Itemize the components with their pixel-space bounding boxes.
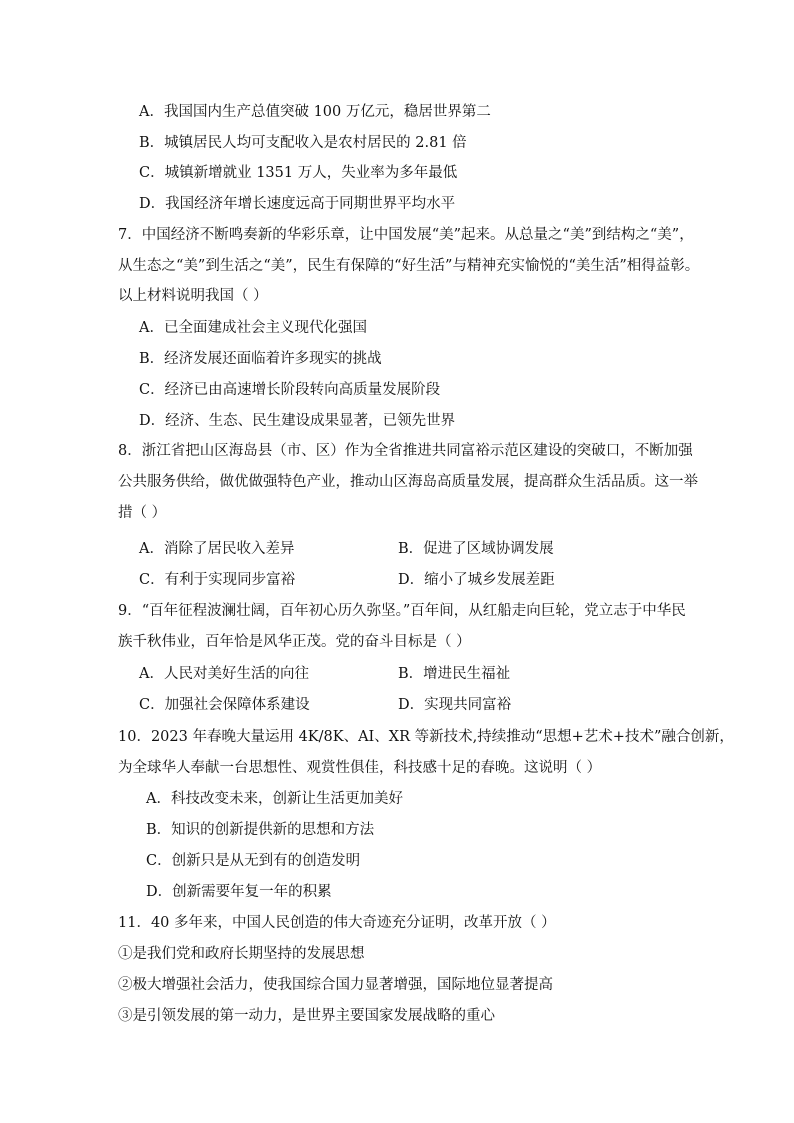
q10-stem-line-1: 10．2023 年春晚大量运用 4K/8K、AI、XR 等新技术,持续推动“思想+艺术+技术”融合创新， bbox=[118, 729, 734, 745]
q10-stem-line-2: 为全球华人奉献一台思想性、观赏性俱佳，科技感十足的春晚。这说明（ ） bbox=[118, 760, 602, 776]
q11-item-1: ①是我们党和政府长期坚持的发展思想 bbox=[118, 946, 365, 962]
q7-option-a: A．已全面建成社会主义现代化强国 bbox=[139, 320, 367, 336]
q8-option-b: B．促进了区域协调发展 bbox=[398, 541, 554, 557]
q8-stem-line-3: 措（ ） bbox=[118, 505, 167, 521]
q9-option-d: D．实现共同富裕 bbox=[398, 697, 512, 713]
q10-option-d: D．创新需要年复一年的积累 bbox=[146, 884, 332, 900]
q7-stem-line-3: 以上材料说明我国（ ） bbox=[118, 288, 268, 304]
q11-stem-line-1: 11．40 多年来，中国人民创造的伟大奇迹充分证明，改革开放（ ） bbox=[118, 915, 556, 931]
q6-option-d: D．我国经济年增长速度远高于同期世界平均水平 bbox=[139, 196, 456, 212]
q6-option-b: B．城镇居民人均可支配收入是农村居民的 2.81 倍 bbox=[139, 135, 467, 151]
q10-option-b: B．知识的创新提供新的思想和方法 bbox=[146, 822, 375, 838]
q9-option-a: A．人民对美好生活的向往 bbox=[139, 666, 309, 682]
q11-item-3: ③是引领发展的第一动力，是世界主要国家发展战略的重心 bbox=[118, 1008, 495, 1024]
q9-option-b: B．增进民生福祉 bbox=[398, 666, 511, 682]
q6-option-c: C．城镇新增就业 1351 万人，失业率为多年最低 bbox=[139, 165, 458, 181]
q8-stem-line-2: 公共服务供给，做优做强特色产业，推动山区海岛高质量发展，提高群众生活品质。这一举 bbox=[118, 474, 698, 490]
q8-option-a: A．消除了居民收入差异 bbox=[139, 541, 295, 557]
q8-option-c: C．有利于实现同步富裕 bbox=[139, 572, 296, 588]
q7-option-b: B．经济发展还面临着许多现实的挑战 bbox=[139, 351, 382, 367]
q11-item-2: ②极大增强社会活力，使我国综合国力显著增强，国际地位显著提高 bbox=[118, 977, 553, 993]
q7-stem-line-1: 7．中国经济不断鸣奏新的华彩乐章，让中国发展“美”起来。从总量之“美”到结构之“美”， bbox=[118, 227, 694, 243]
q7-option-d: D．经济、生态、民生建设成果显著，已领先世界 bbox=[139, 413, 456, 429]
q9-option-c: C．加强社会保障体系建设 bbox=[139, 697, 310, 713]
q8-option-d: D．缩小了城乡发展差距 bbox=[398, 572, 555, 588]
q10-option-a: A．科技改变未来，创新让生活更加美好 bbox=[146, 791, 403, 807]
q7-option-c: C．经济已由高速增长阶段转向高质量发展阶段 bbox=[139, 382, 441, 398]
q8-stem-line-1: 8．浙江省把山区海岛县（市、区）作为全省推进共同富裕示范区建设的突破口，不断加强 bbox=[118, 443, 693, 459]
q10-option-c: C．创新只是从无到有的创造发明 bbox=[146, 853, 361, 869]
q7-stem-line-2: 从生态之“美”到生活之“美”，民生有保障的“好生活”与精神充实愉悦的“美生活”相得益彰。 bbox=[118, 258, 700, 274]
q9-stem-line-1: 9．“百年征程波澜壮阔，百年初心历久弥坚。”百年间，从红船走向巨轮，党立志于中华民 bbox=[118, 603, 686, 619]
q9-stem-line-2: 族千秋伟业，百年恰是风华正茂。党的奋斗目标是（ ） bbox=[118, 634, 471, 650]
q6-option-a: A．我国国内生产总值突破 100 万亿元，稳居世界第二 bbox=[139, 104, 491, 120]
